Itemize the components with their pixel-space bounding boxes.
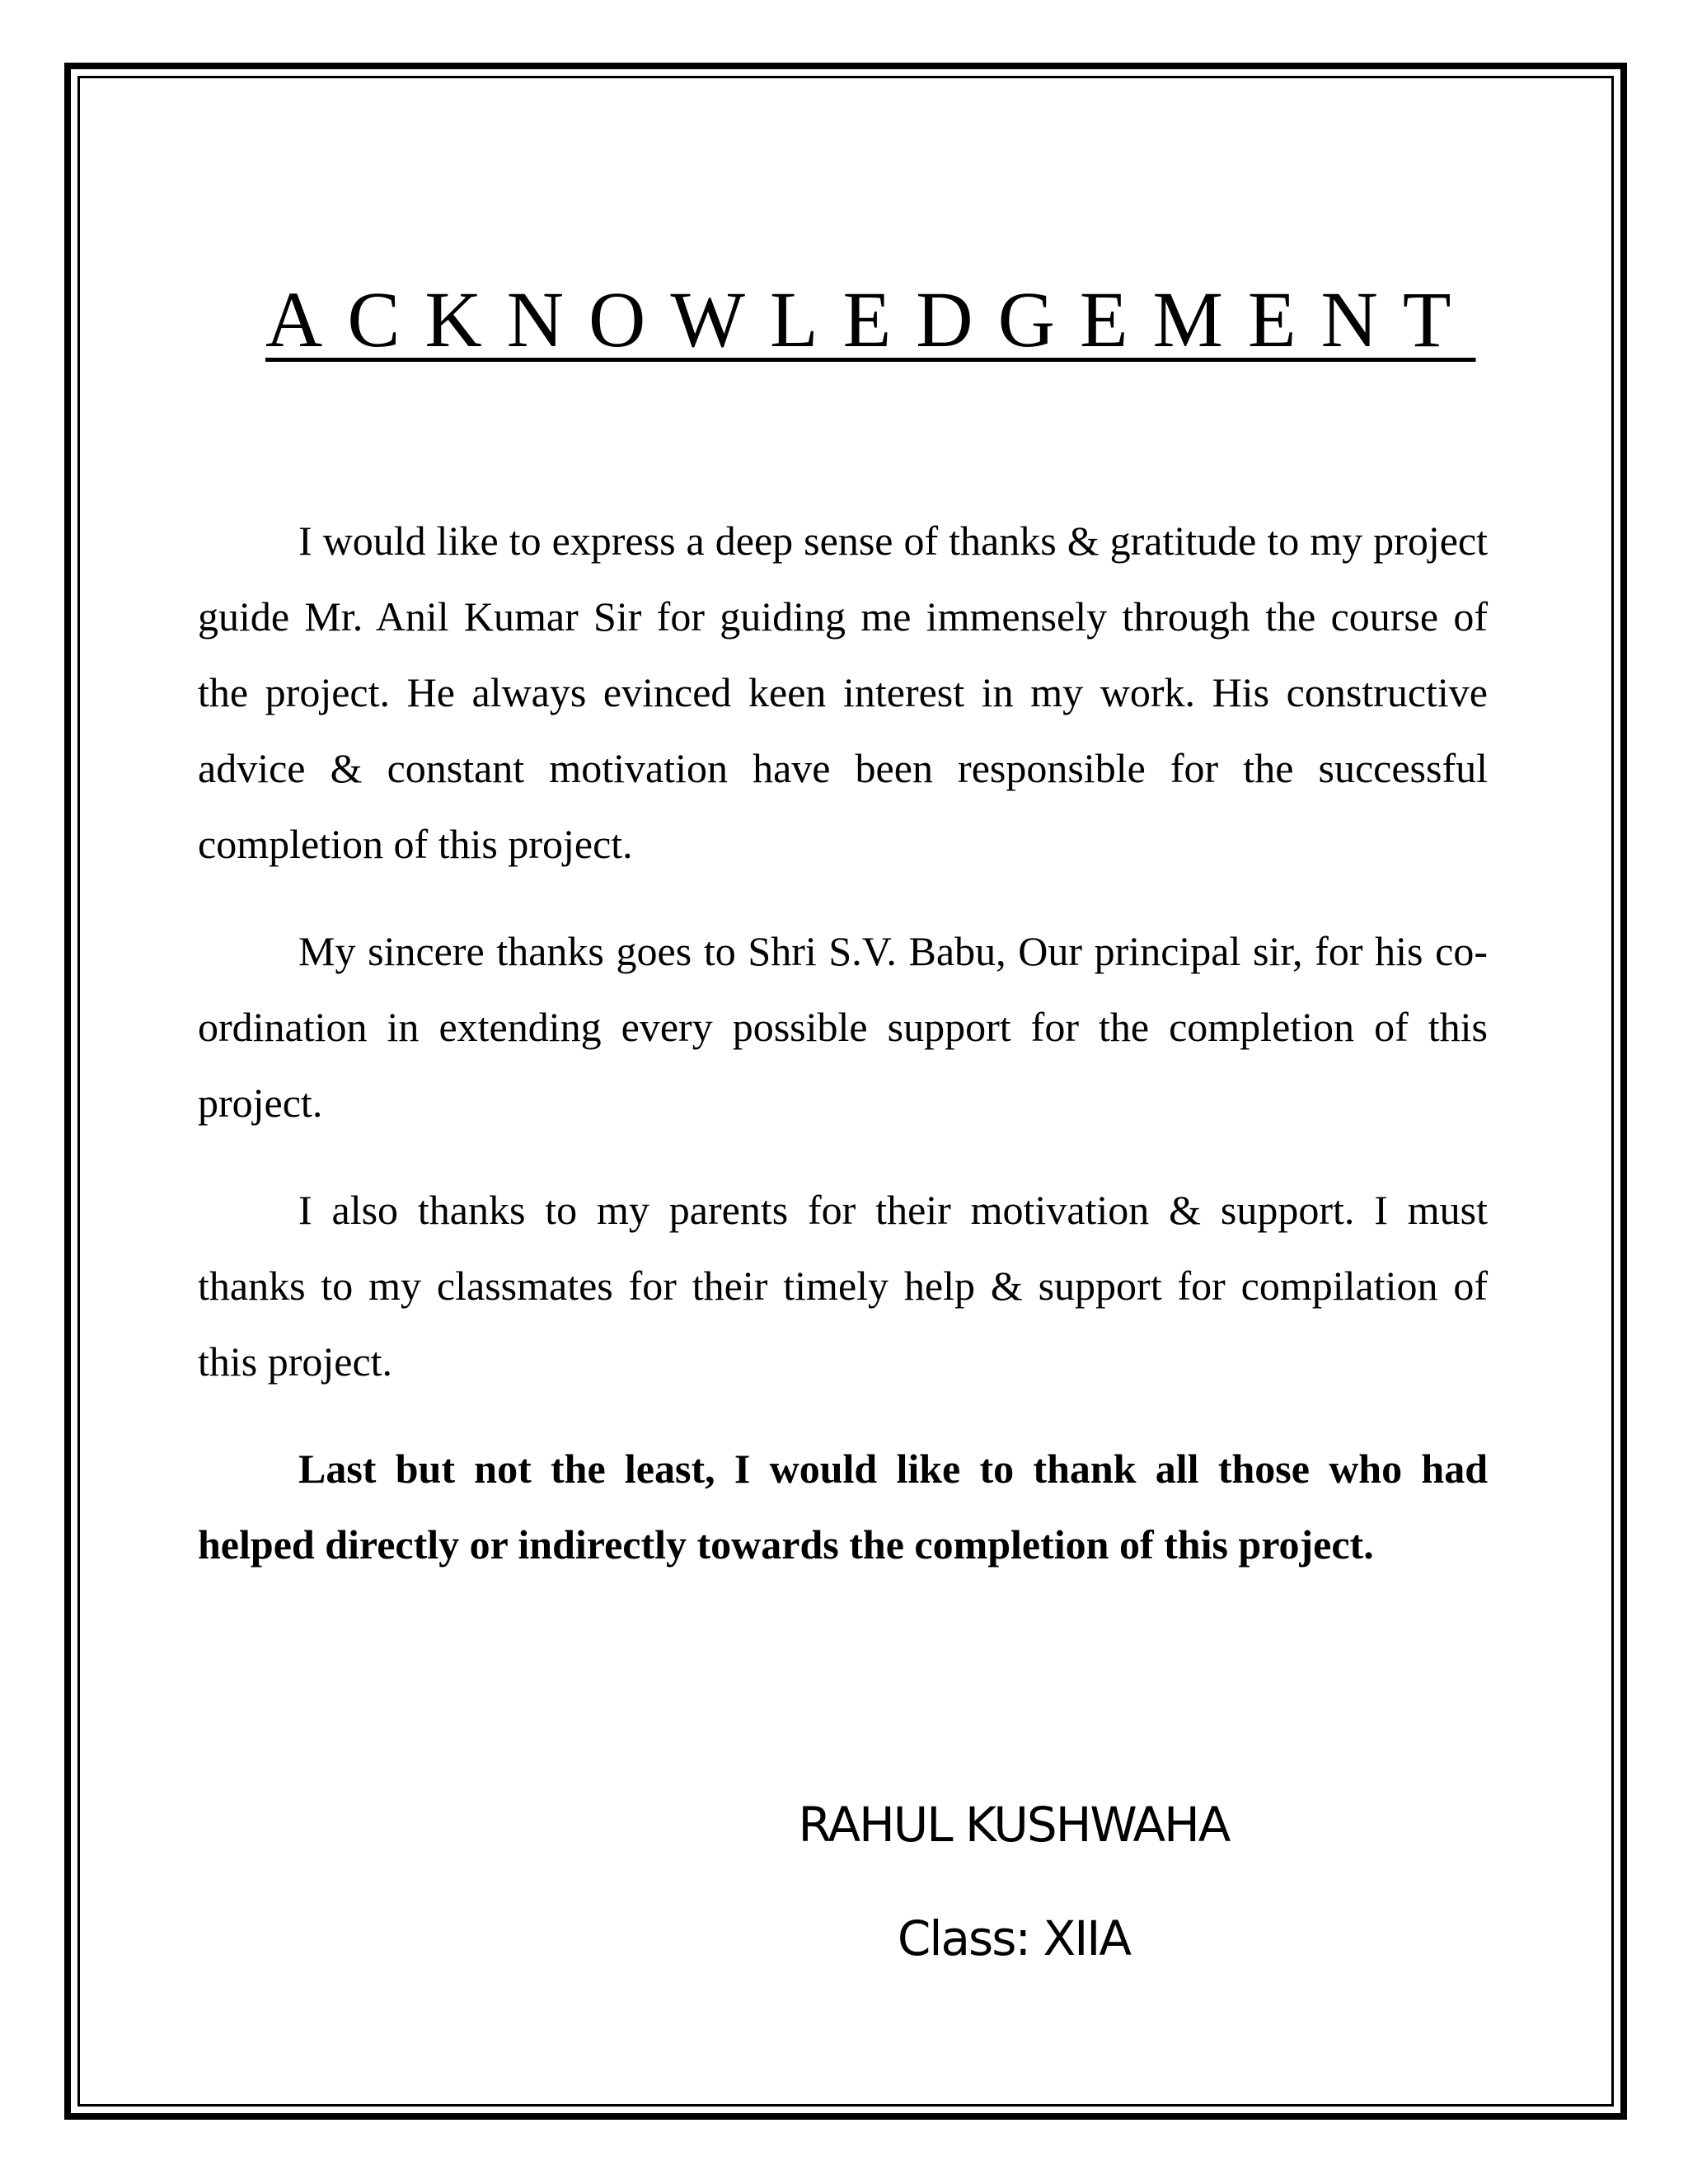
paragraph-parents-classmates-thanks: I also thanks to my parents for their motivation & support. I must thanks to my classmates for their timely help & support for compilation of this project.: [198, 1187, 1488, 1385]
page-title: ACKNOWLEDGEMENT: [265, 275, 1476, 363]
signature-class: Class: XIIA: [897, 1910, 1131, 1966]
paragraph-closing-thanks: Last but not the least, I would like to thank all those who had helped directly or indirectly towards the completion of this project.: [198, 1446, 1488, 1568]
paragraph-guide-thanks: I would like to express a deep sense of thanks & gratitude to my project guide Mr. Anil Kumar Sir for guiding me immensely through the course of the project. He always evinced keen interest in my work. His constructive advice & constant motivation have been responsible for the successful completion of this project.: [198, 518, 1488, 867]
paragraph-principal-thanks: My sincere thanks goes to Shri S.V. Babu, Our principal sir, for his co-ordination in extending every possible support for the completion of this project.: [198, 928, 1488, 1126]
acknowledgement-body: [198, 503, 1488, 1614]
signature-name: RAHUL KUSHWAHA: [798, 1797, 1230, 1853]
